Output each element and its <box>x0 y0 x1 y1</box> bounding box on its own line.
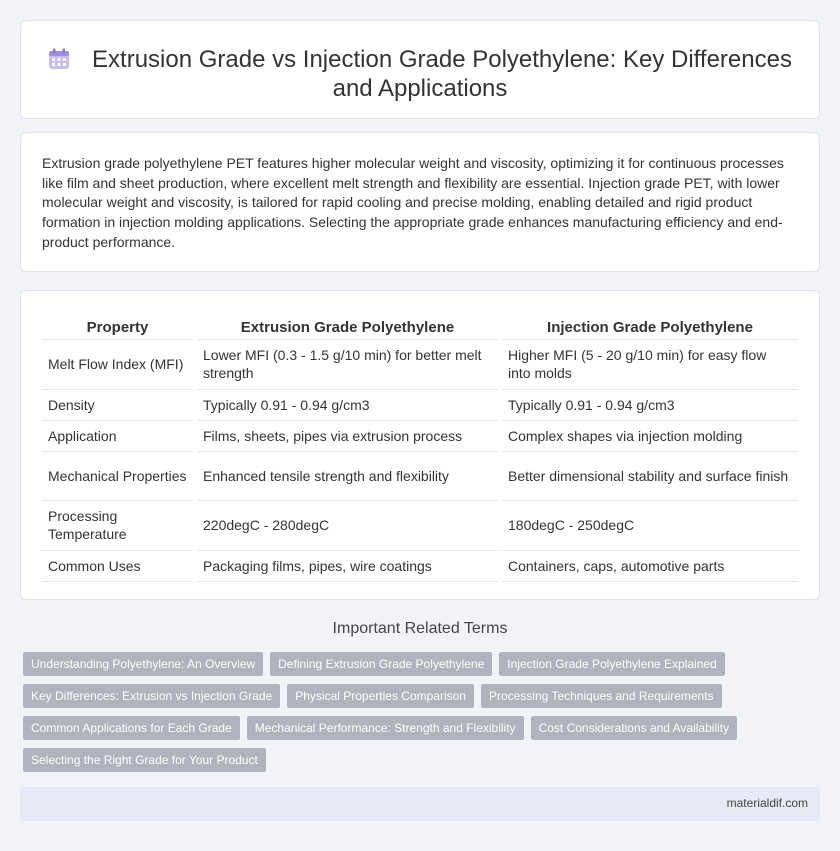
injection-cell: Typically 0.91 - 0.94 g/cm3 <box>500 389 798 420</box>
table-row <box>42 550 798 581</box>
extrusion-cell: Typically 0.91 - 0.94 g/cm3 <box>195 389 500 420</box>
column-header: Property <box>42 314 195 339</box>
tag-row <box>23 684 722 708</box>
table-row <box>42 420 798 451</box>
property-cell: Processing Temperature <box>42 500 195 550</box>
extrusion-cell: Packaging films, pipes, wire coatings <box>195 550 500 581</box>
table-row <box>42 389 798 420</box>
extrusion-cell: Lower MFI (0.3 - 1.5 g/10 min) for better melt strength <box>195 339 500 389</box>
related-tag[interactable]: Processing Techniques and Requirements <box>481 684 722 708</box>
property-cell: Application <box>42 420 195 451</box>
page-title: Extrusion Grade vs Injection Grade Polyethylene: Key Differences and Applications <box>92 46 792 102</box>
table-row <box>42 500 798 550</box>
comparison-table <box>42 314 798 582</box>
table-row <box>42 451 798 500</box>
related-tag[interactable]: Cost Considerations and Availability <box>531 716 738 740</box>
footer <box>20 787 820 821</box>
page-title-wrap <box>41 45 799 103</box>
related-tag[interactable]: Common Applications for Each Grade <box>23 716 240 740</box>
related-terms-heading: Important Related Terms <box>332 620 508 637</box>
extrusion-cell: Films, sheets, pipes via extrusion process <box>195 420 500 451</box>
footer-site-link[interactable]: materialdif.com <box>726 796 808 810</box>
calendar-icon <box>48 48 70 70</box>
column-header: Injection Grade Polyethylene <box>500 314 798 339</box>
property-cell: Mechanical Properties <box>42 451 195 500</box>
related-tag[interactable]: Defining Extrusion Grade Polyethylene <box>270 652 492 676</box>
comparison-table-card <box>20 290 820 600</box>
tag-row <box>23 652 725 676</box>
property-cell: Density <box>42 389 195 420</box>
injection-cell: Complex shapes via injection molding <box>500 420 798 451</box>
property-cell: Common Uses <box>42 550 195 581</box>
injection-cell: 180degC - 250degC <box>500 500 798 550</box>
property-cell: Melt Flow Index (MFI) <box>42 339 195 389</box>
header-card <box>20 20 820 119</box>
related-tag[interactable]: Understanding Polyethylene: An Overview <box>23 652 263 676</box>
related-tag[interactable]: Key Differences: Extrusion vs Injection Grade <box>23 684 280 708</box>
table-row <box>42 339 798 389</box>
related-tag[interactable]: Injection Grade Polyethylene Explained <box>499 652 724 676</box>
related-tag[interactable]: Physical Properties Comparison <box>287 684 474 708</box>
related-tag[interactable]: Selecting the Right Grade for Your Product <box>23 748 266 772</box>
tag-row <box>23 716 737 740</box>
injection-cell: Containers, caps, automotive parts <box>500 550 798 581</box>
tag-row <box>23 748 266 772</box>
intro-card <box>20 132 820 272</box>
related-tag[interactable]: Mechanical Performance: Strength and Flexibility <box>247 716 524 740</box>
injection-cell: Better dimensional stability and surface finish <box>500 451 798 500</box>
injection-cell: Higher MFI (5 - 20 g/10 min) for easy flow into molds <box>500 339 798 389</box>
table-header-row <box>42 314 798 339</box>
extrusion-cell: 220degC - 280degC <box>195 500 500 550</box>
column-header: Extrusion Grade Polyethylene <box>195 314 500 339</box>
extrusion-cell: Enhanced tensile strength and flexibility <box>195 451 500 500</box>
intro-text: Extrusion grade polyethylene PET features higher molecular weight and viscosity, optimizing it for continuous processes like film and sheet production, where excellent melt strength and flexibility are essential. Injection grade PET, with lower molecular weight and viscosity, is tailored for rapid cooling and precise molding, enabling detailed and rigid product formation in injection molding applications. Selecting the appropriate grade enhances manufacturing efficiency and end-product performance. <box>42 155 784 250</box>
